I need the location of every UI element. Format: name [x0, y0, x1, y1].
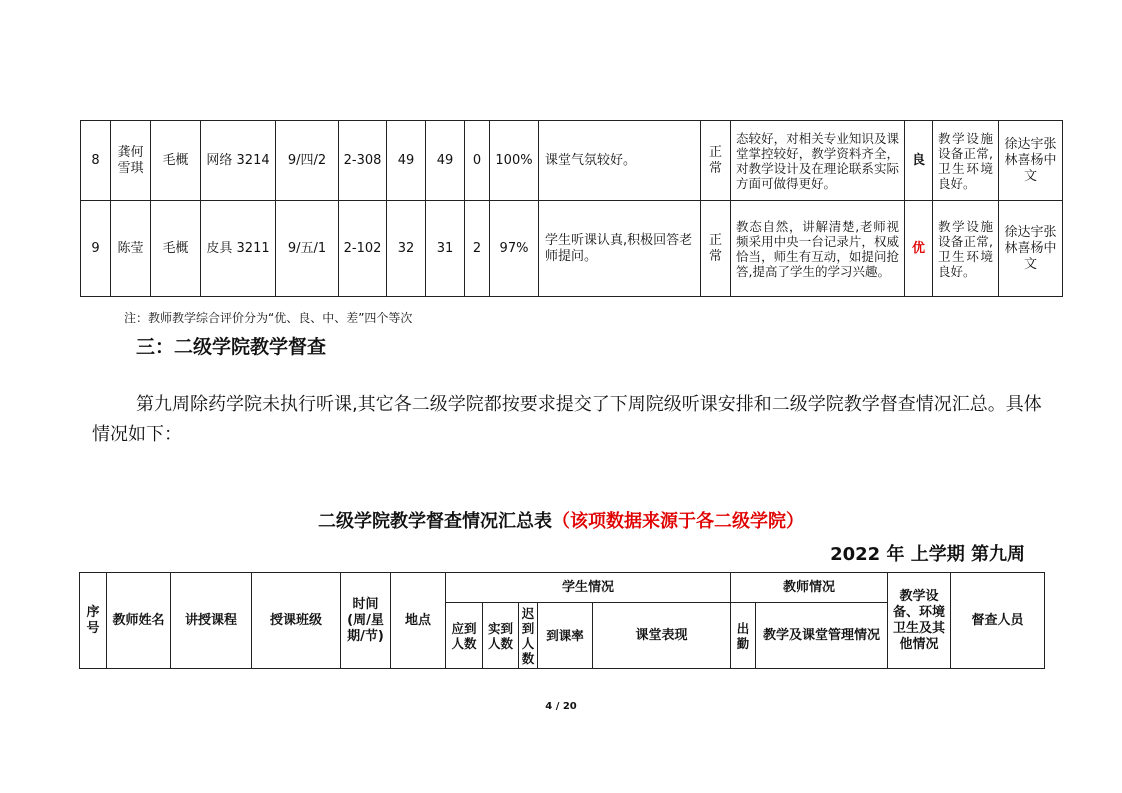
header-supervisors: 督查人员 — [951, 573, 1045, 669]
supervisors: 徐达宇张林喜杨中文 — [999, 201, 1063, 297]
late-count: 0 — [465, 121, 490, 201]
title-text: 二级学院教学督查情况汇总表 — [318, 511, 552, 532]
header-late: 迟到人数 — [519, 603, 538, 669]
header-time: 时间(周/星期/节) — [341, 573, 391, 669]
page-number: 4 / 20 — [545, 701, 577, 712]
teaching-management: 教态自然，讲解清楚,老师视频采用中央一台记录片，权威恰当，师生有互动，如提问抢答,提高了学生的学习兴趣。 — [731, 201, 905, 297]
course: 毛概 — [151, 121, 201, 201]
supervision-detail-table — [80, 120, 1063, 297]
supervisors: 徐达宇张林喜杨中文 — [999, 121, 1063, 201]
attendance-rate: 100% — [490, 121, 539, 201]
teacher-name: 陈莹 — [111, 201, 151, 297]
grade: 良 — [905, 121, 933, 201]
class-performance: 课堂气氛较好。 — [539, 121, 701, 201]
teacher-attendance: 正常 — [701, 121, 731, 201]
teacher-name: 龚何雪琪 — [111, 121, 151, 201]
header-teacher: 教师情况 — [731, 573, 888, 603]
time: 9/四/2 — [276, 121, 339, 201]
class-performance: 学生听课认真,积极回答老师提问。 — [539, 201, 701, 297]
header-place: 地点 — [391, 573, 446, 669]
header-expected: 应到人数 — [446, 603, 483, 669]
late-count: 2 — [465, 201, 490, 297]
header-performance: 课堂表现 — [593, 603, 731, 669]
header-no: 序号 — [80, 573, 107, 669]
class: 皮具 3211 — [201, 201, 276, 297]
actual-count: 31 — [426, 201, 465, 297]
header-class: 授课班级 — [252, 573, 341, 669]
header-students: 学生情况 — [446, 573, 731, 603]
course: 毛概 — [151, 201, 201, 297]
attendance-rate: 97% — [490, 201, 539, 297]
teaching-management: 态较好，对相关专业知识及课堂掌控较好，教学资料齐全，对教学设计及在理论联系实际方面可做得更好。 — [731, 121, 905, 201]
grade: 优 — [905, 201, 933, 297]
expected-count: 32 — [387, 201, 426, 297]
facility-status: 教学设施设备正常,卫生环境良好。 — [933, 121, 999, 201]
header-name: 教师姓名 — [107, 573, 171, 669]
title-source-note: （该项数据来源于各二级学院） — [552, 511, 804, 532]
time: 9/五/1 — [276, 201, 339, 297]
table-row — [81, 121, 1063, 201]
expected-count: 49 — [387, 121, 426, 201]
header-facility: 教学设备、环境卫生及其他情况 — [888, 573, 951, 669]
header-course: 讲授课程 — [171, 573, 252, 669]
header-row-top — [80, 573, 1045, 603]
header-actual: 实到人数 — [483, 603, 519, 669]
place: 2-102 — [339, 201, 387, 297]
term-week: 2022 年 上学期 第九周 — [830, 544, 1025, 565]
section-heading: 三：二级学院教学督查 — [136, 336, 327, 358]
grade-note: 注：教师教学综合评价分为“优、良、中、差”四个等次 — [124, 311, 413, 325]
header-rate: 到课率 — [538, 603, 593, 669]
actual-count: 49 — [426, 121, 465, 201]
row-no: 8 — [81, 121, 111, 201]
facility-status: 教学设施设备正常,卫生环境良好。 — [933, 201, 999, 297]
header-management: 教学及课堂管理情况 — [756, 603, 888, 669]
summary-paragraph: 第九周除药学院未执行听课,其它各二级学院都按要求提交了下周院级听课安排和二级学院教学督查情况汇总。具体情况如下： — [92, 394, 1042, 445]
table-row — [81, 201, 1063, 297]
summary-table-title — [0, 507, 1122, 533]
row-no: 9 — [81, 201, 111, 297]
class: 网络 3214 — [201, 121, 276, 201]
place: 2-308 — [339, 121, 387, 201]
header-attendance: 出勤 — [731, 603, 756, 669]
summary-table-header — [79, 572, 1045, 669]
teacher-attendance: 正常 — [701, 201, 731, 297]
